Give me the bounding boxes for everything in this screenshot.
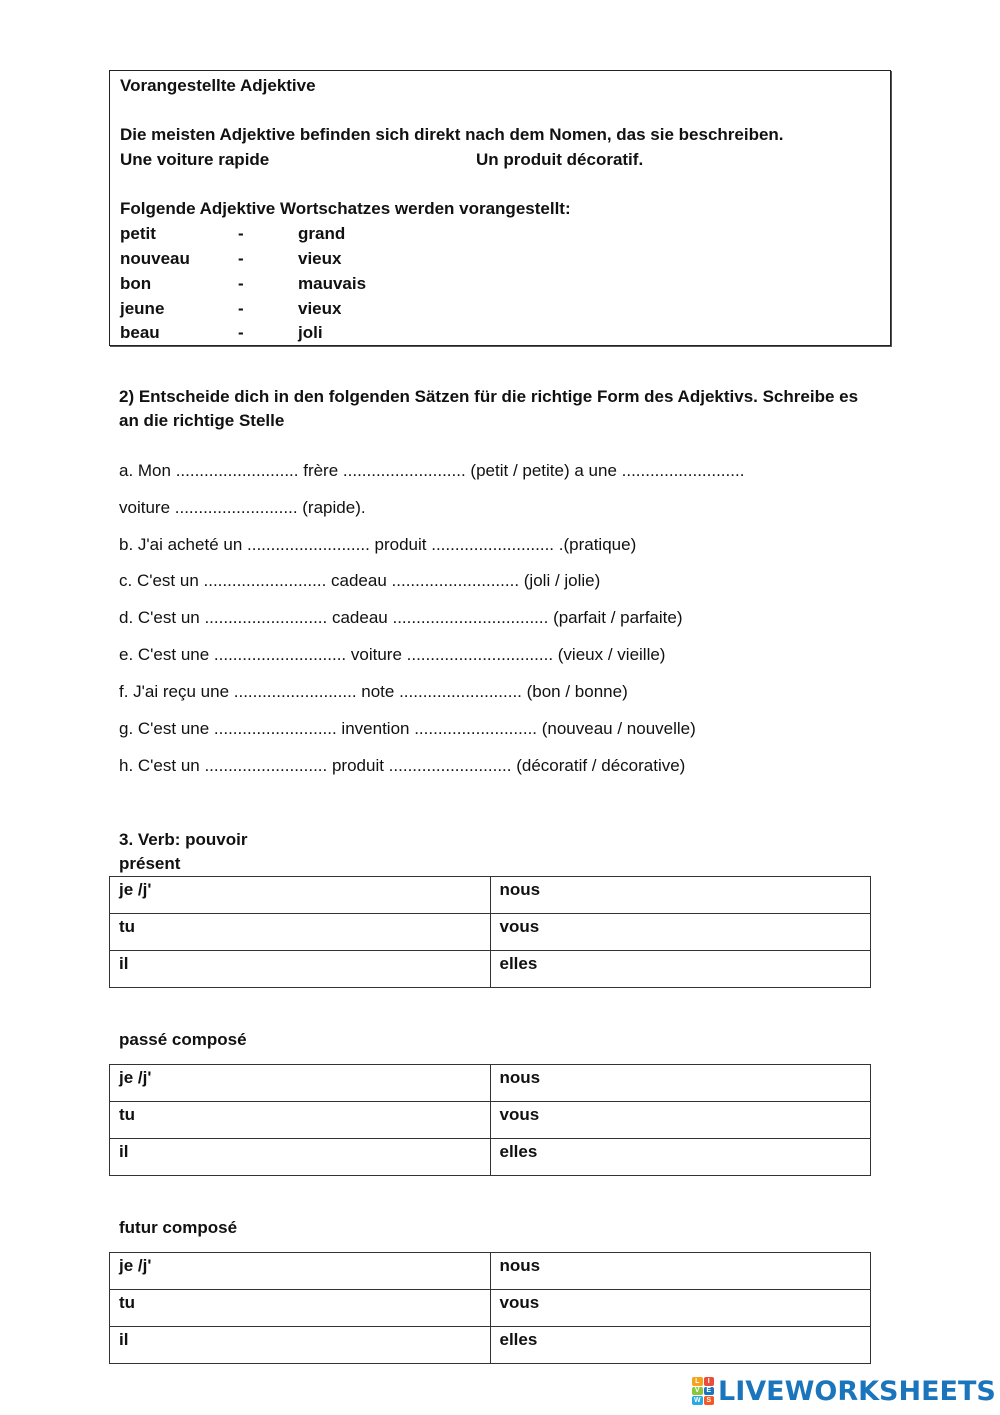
rule-example-right: Un produit décoratif.: [476, 150, 644, 169]
table-row: [110, 1327, 871, 1364]
exercise2-title-line1: 2) Entscheide dich in den folgenden Sätzen für die richtige Form des Adjektivs. Schreibe es: [119, 387, 859, 406]
pair-dash: -: [238, 249, 244, 268]
liveworksheets-logo-icon: [692, 1377, 714, 1405]
pair-left: jeune: [120, 299, 165, 318]
pair-dash: -: [238, 323, 244, 342]
rule-example-left: Une voiture rapide: [120, 150, 270, 169]
table-row: [110, 1065, 871, 1102]
pair-left: bon: [120, 274, 152, 293]
conjugation-table-futur-compose: [109, 1252, 871, 1364]
conjugation-table-present: [109, 876, 871, 988]
pair-dash: -: [238, 299, 244, 318]
tense-label: passé composé: [119, 1030, 247, 1049]
conjugation-cell[interactable]: tu: [110, 914, 491, 951]
conjugation-cell[interactable]: vous: [490, 914, 871, 951]
exercise3-title: 3. Verb: pouvoir: [119, 830, 248, 849]
logo-mark-cell: V: [692, 1387, 703, 1396]
conjugation-cell[interactable]: elles: [490, 1327, 871, 1364]
exercise-sentence: voiture .......................... (rapide).: [119, 498, 366, 517]
conjugation-cell[interactable]: elles: [490, 951, 871, 988]
exercise-sentence: g. C'est une .......................... invention .......................... (nouveau / nouvelle): [119, 719, 696, 738]
conjugation-cell[interactable]: nous: [490, 1253, 871, 1290]
tense-label: futur composé: [119, 1218, 238, 1237]
pair-right: mauvais: [298, 274, 367, 293]
conjugation-cell[interactable]: vous: [490, 1102, 871, 1139]
conjugation-cell[interactable]: nous: [490, 877, 871, 914]
conjugation-cell[interactable]: vous: [490, 1290, 871, 1327]
pair-left: nouveau: [120, 249, 190, 268]
conjugation-cell[interactable]: elles: [490, 1139, 871, 1176]
conjugation-cell[interactable]: je /j': [110, 877, 491, 914]
table-row: [110, 1290, 871, 1327]
liveworksheets-logo: [692, 1374, 996, 1408]
exercise-sentence: h. C'est un .......................... produit .......................... (décoratif / décorative): [119, 756, 686, 775]
rule-list-intro: Folgende Adjektive Wortschatzes werden vorangestellt:: [120, 199, 571, 218]
conjugation-cell[interactable]: nous: [490, 1065, 871, 1102]
pair-dash: -: [238, 224, 244, 243]
logo-mark-cell: I: [704, 1377, 715, 1386]
table-row: [110, 877, 871, 914]
conjugation-cell[interactable]: tu: [110, 1290, 491, 1327]
conjugation-cell[interactable]: il: [110, 1139, 491, 1176]
conjugation-cell[interactable]: il: [110, 1327, 491, 1364]
rule-intro: Die meisten Adjektive befinden sich direkt nach dem Nomen, das sie beschreiben.: [120, 125, 784, 144]
exercise-sentence: e. C'est une ............................ voiture ............................... (vieux / vieille): [119, 645, 666, 664]
pair-right: grand: [298, 224, 346, 243]
table-row: [110, 1102, 871, 1139]
exercise-sentence: d. C'est un .......................... cadeau ................................. (parfait / parfaite): [119, 608, 683, 627]
logo-mark-cell: S: [704, 1396, 715, 1405]
conjugation-cell[interactable]: je /j': [110, 1065, 491, 1102]
logo-text: LIVEWORKSHEETS: [718, 1375, 996, 1407]
conjugation-table-passe-compose: [109, 1064, 871, 1176]
pair-left: beau: [120, 323, 160, 342]
exercise-sentence: a. Mon .......................... frère .......................... (petit / petite) a une ..........................: [119, 461, 745, 480]
rule-title: Vorangestellte Adjektive: [120, 76, 316, 95]
pair-dash: -: [238, 274, 244, 293]
grammar-rule-box: [109, 70, 891, 346]
logo-mark-cell: L: [692, 1377, 703, 1386]
conjugation-cell[interactable]: je /j': [110, 1253, 491, 1290]
table-row: [110, 951, 871, 988]
tense-label: présent: [119, 854, 181, 873]
table-row: [110, 1139, 871, 1176]
table-row: [110, 1253, 871, 1290]
logo-mark-cell: W: [693, 1397, 701, 1405]
pair-right: vieux: [298, 299, 342, 318]
conjugation-cell[interactable]: tu: [110, 1102, 491, 1139]
exercise-sentence: c. C'est un .......................... cadeau ........................... (joli / jolie): [119, 571, 601, 590]
conjugation-cell[interactable]: il: [110, 951, 491, 988]
pair-right: joli: [298, 323, 323, 342]
pair-right: vieux: [298, 249, 342, 268]
logo-mark-cell: E: [704, 1387, 715, 1396]
exercise2-title-line2: an die richtige Stelle: [119, 411, 285, 430]
table-row: [110, 914, 871, 951]
exercise-sentence: f. J'ai reçu une .......................... note .......................... (bon / bonne): [119, 682, 628, 701]
pair-left: petit: [120, 224, 156, 243]
exercise-sentence: b. J'ai acheté un .......................... produit .......................... .(pratique): [119, 535, 637, 554]
